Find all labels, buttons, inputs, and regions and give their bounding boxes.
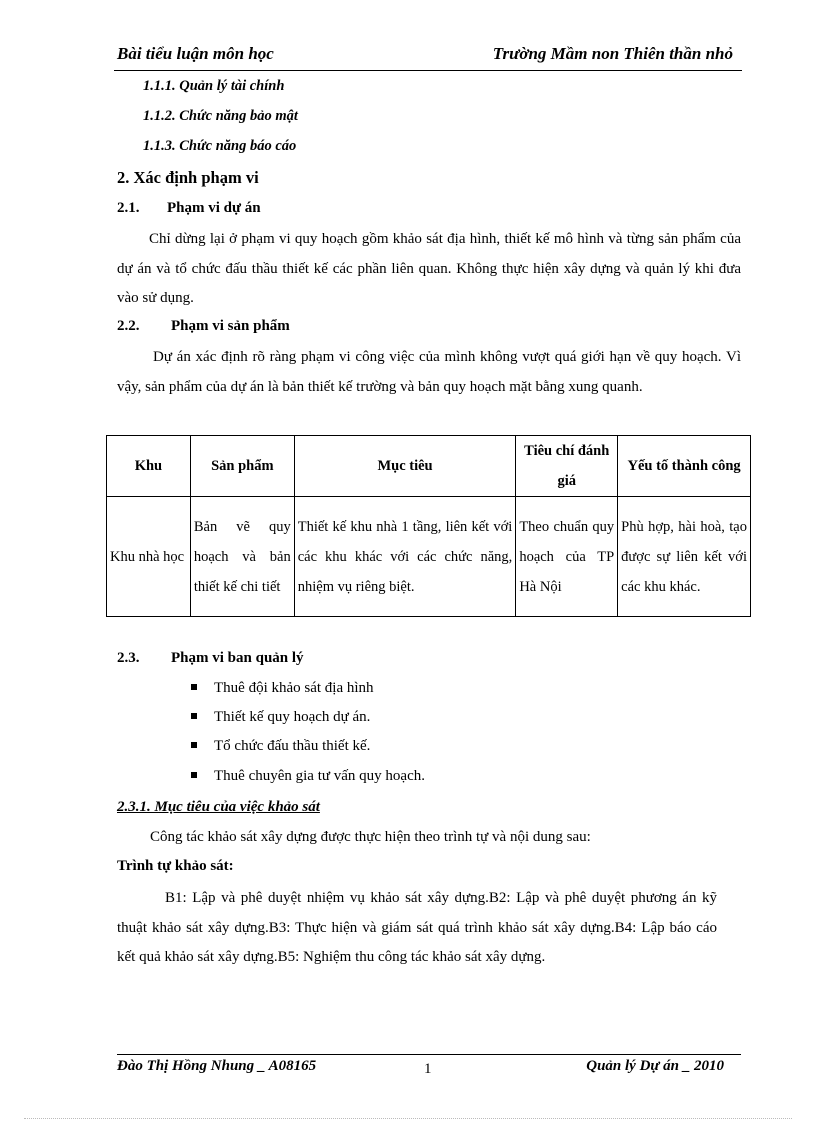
header-left: Bài tiểu luận môn học xyxy=(117,44,274,63)
section-2-3-1-heading: 2.3.1. Mục tiêu của việc khảo sát xyxy=(117,799,320,815)
footer-rule xyxy=(117,1054,741,1055)
toc-item-1: 1.1.1. Quản lý tài chính xyxy=(143,78,285,94)
list-item-text: Thiết kế quy hoạch dự án. xyxy=(214,709,371,725)
footer-left: Đào Thị Hồng Nhung _ A08165 xyxy=(117,1058,317,1074)
table-cell: Thiết kế khu nhà 1 tầng, liên kết với các khu khác với các chức năng, nhiệm vụ riêng biệt. xyxy=(294,497,516,617)
section-2-2-heading xyxy=(117,318,290,335)
section-2-1-number: 2.1. xyxy=(117,200,140,216)
section-2-heading: 2. Xác định phạm vi xyxy=(117,168,259,187)
sequence-label: Trình tự khảo sát: xyxy=(117,858,234,874)
section-2-2-number: 2.2. xyxy=(117,318,140,334)
section-2-2-paragraph xyxy=(117,343,741,402)
bullet-square-icon xyxy=(191,684,197,690)
section-2-1-paragraph xyxy=(117,225,741,314)
toc-item-2: 1.1.2. Chức năng bảo mật xyxy=(143,108,298,124)
table-header-cell: Tiêu chí đánh giá xyxy=(516,436,618,497)
page-edge-divider xyxy=(24,1118,792,1119)
bullet-square-icon xyxy=(191,772,197,778)
section-2-1-title: Phạm vi dự án xyxy=(167,200,261,216)
section-2-3-heading xyxy=(117,650,304,667)
section-2-1-text: Chỉ dừng lại ở phạm vi quy hoạch gồm khảo sát địa hình, thiết kế mô hình và từng sản phẩm của dự án và tổ chức đấu thầu thiết kế các phần liên quan. Không thực hiện xây dựng và quản lý khi đưa vào sử dụng. xyxy=(117,231,741,306)
table-cell: Bản vẽ quy hoạch và bản thiết kế chi tiết xyxy=(190,497,294,617)
section-2-3-title: Phạm vi ban quản lý xyxy=(171,650,304,666)
page-number: 1 xyxy=(424,1061,432,1077)
section-2-3-1-intro: Công tác khảo sát xây dựng được thực hiện theo trình tự và nội dung sau: xyxy=(150,829,591,845)
footer-right: Quản lý Dự án _ 2010 xyxy=(586,1058,724,1074)
list-item-text: Tổ chức đấu thầu thiết kế. xyxy=(214,738,371,754)
table-row xyxy=(107,497,751,617)
table-cell: Khu nhà học xyxy=(107,497,191,617)
table-header-row xyxy=(107,436,751,497)
sequence-paragraph xyxy=(117,884,717,973)
list-item xyxy=(191,738,370,755)
table-header-cell: Mục tiêu xyxy=(294,436,516,497)
header-right: Trường Mầm non Thiên thần nhỏ xyxy=(492,44,733,63)
list-item-text: Thuê chuyên gia tư vấn quy hoạch. xyxy=(214,768,425,784)
section-2-3-number: 2.3. xyxy=(117,650,140,666)
header-rule xyxy=(114,70,742,71)
table-cell: Theo chuẩn quy hoạch của TP Hà Nội xyxy=(516,497,618,617)
table-header-cell: Yếu tố thành công xyxy=(618,436,751,497)
table-header-cell: Khu xyxy=(107,436,191,497)
table-header-cell: Sản phẩm xyxy=(190,436,294,497)
bullet-square-icon xyxy=(191,713,197,719)
section-2-2-text: Dự án xác định rõ ràng phạm vi công việc của mình không vượt quá giới hạn về quy hoạch. Vì vậy, sản phẩm của dự án là bản thiết kế trường và bản quy hoạch mặt bằng xung quanh. xyxy=(117,349,741,395)
scope-table xyxy=(106,435,751,617)
sequence-text: B1: Lập và phê duyệt nhiệm vụ khảo sát xây dựng.B2: Lập và phê duyệt phương án kỹ thuật khảo sát xây dựng.B3: Thực hiện và giám sát quá trình khảo sát xây dựng.B4: Lập báo cáo kết quả khảo sát xây dựng.B5: Nghiệm thu công tác khảo sát xây dựng. xyxy=(117,890,717,965)
toc-item-3: 1.1.3. Chức năng báo cáo xyxy=(143,138,297,154)
table-cell: Phù hợp, hài hoà, tạo được sự liên kết với các khu khác. xyxy=(618,497,751,617)
list-item-text: Thuê đội khảo sát địa hình xyxy=(214,680,374,696)
list-item xyxy=(191,680,374,697)
section-2-2-title: Phạm vi sản phẩm xyxy=(171,318,290,334)
list-item xyxy=(191,768,425,785)
section-2-1-heading xyxy=(117,200,261,217)
list-item xyxy=(191,709,370,726)
bullet-square-icon xyxy=(191,742,197,748)
